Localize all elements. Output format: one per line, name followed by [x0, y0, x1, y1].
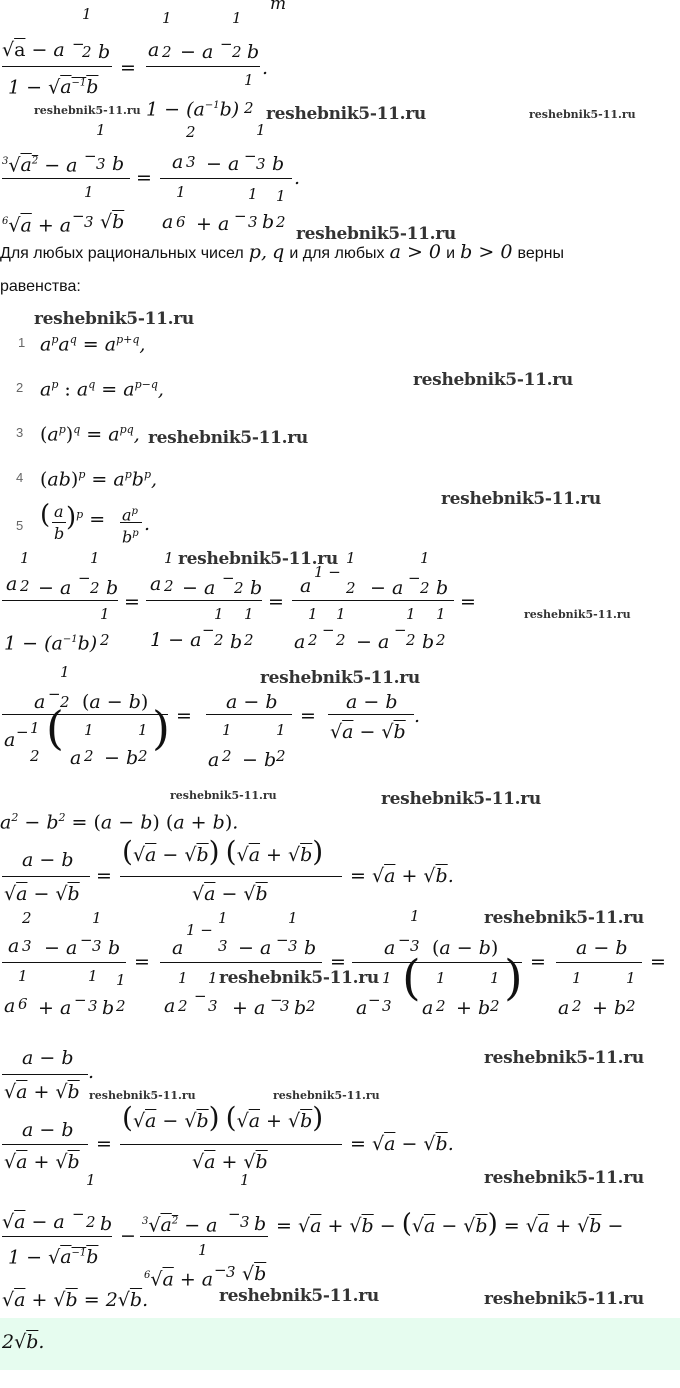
watermark: reshebnik5-11.ru	[148, 428, 308, 448]
equation-5: $a^2 - b^2 = (a - b) (a + b)$.	[0, 811, 239, 834]
watermark: reshebnik5-11.ru	[524, 608, 631, 621]
answer-highlight	[0, 1318, 680, 1370]
fraction-bar	[2, 178, 130, 179]
stray-variable: m	[270, 0, 287, 14]
watermark: reshebnik5-11.ru	[266, 104, 426, 124]
watermark: reshebnik5-11.ru	[484, 1289, 644, 1309]
watermark: reshebnik5-11.ru	[296, 224, 456, 244]
watermark: reshebnik5-11.ru	[34, 309, 194, 329]
watermark: reshebnik5-11.ru	[484, 1048, 644, 1068]
watermark: reshebnik5-11.ru	[413, 370, 573, 390]
watermark: reshebnik5-11.ru	[441, 489, 601, 509]
answer: 2√b.	[2, 1331, 45, 1353]
rule-4: $(ab)^p = a^pb^p$,	[40, 468, 158, 491]
watermark: reshebnik5-11.ru	[178, 549, 338, 569]
watermark: reshebnik5-11.ru	[170, 789, 277, 802]
e1-numerator: √a − a	[2, 39, 65, 61]
watermark: reshebnik5-11.ru	[260, 668, 420, 688]
watermark: reshebnik5-11.ru	[484, 1168, 644, 1188]
watermark: reshebnik5-11.ru	[219, 968, 379, 988]
watermark: reshebnik5-11.ru	[273, 1089, 380, 1102]
watermark: reshebnik5-11.ru	[34, 104, 141, 117]
watermark: reshebnik5-11.ru	[89, 1089, 196, 1102]
fraction-bar	[2, 66, 112, 67]
rule-3: $(a^p)^q = a^{pq}$,	[40, 423, 140, 446]
watermark: reshebnik5-11.ru	[529, 108, 636, 121]
watermark: reshebnik5-11.ru	[484, 908, 644, 928]
rule-5: (	[40, 500, 51, 530]
watermark: reshebnik5-11.ru	[381, 789, 541, 809]
watermark: reshebnik5-11.ru	[219, 1286, 379, 1306]
fraction-bar	[146, 66, 260, 67]
fraction-bar	[160, 178, 292, 179]
equation-11: √a + √b = 2√b.	[2, 1289, 149, 1311]
rule-2: $a^p$ : $a^q = a^{p-q}$,	[40, 378, 164, 401]
rule-1: $a^pa^q = a^{p+q}$,	[40, 333, 146, 356]
